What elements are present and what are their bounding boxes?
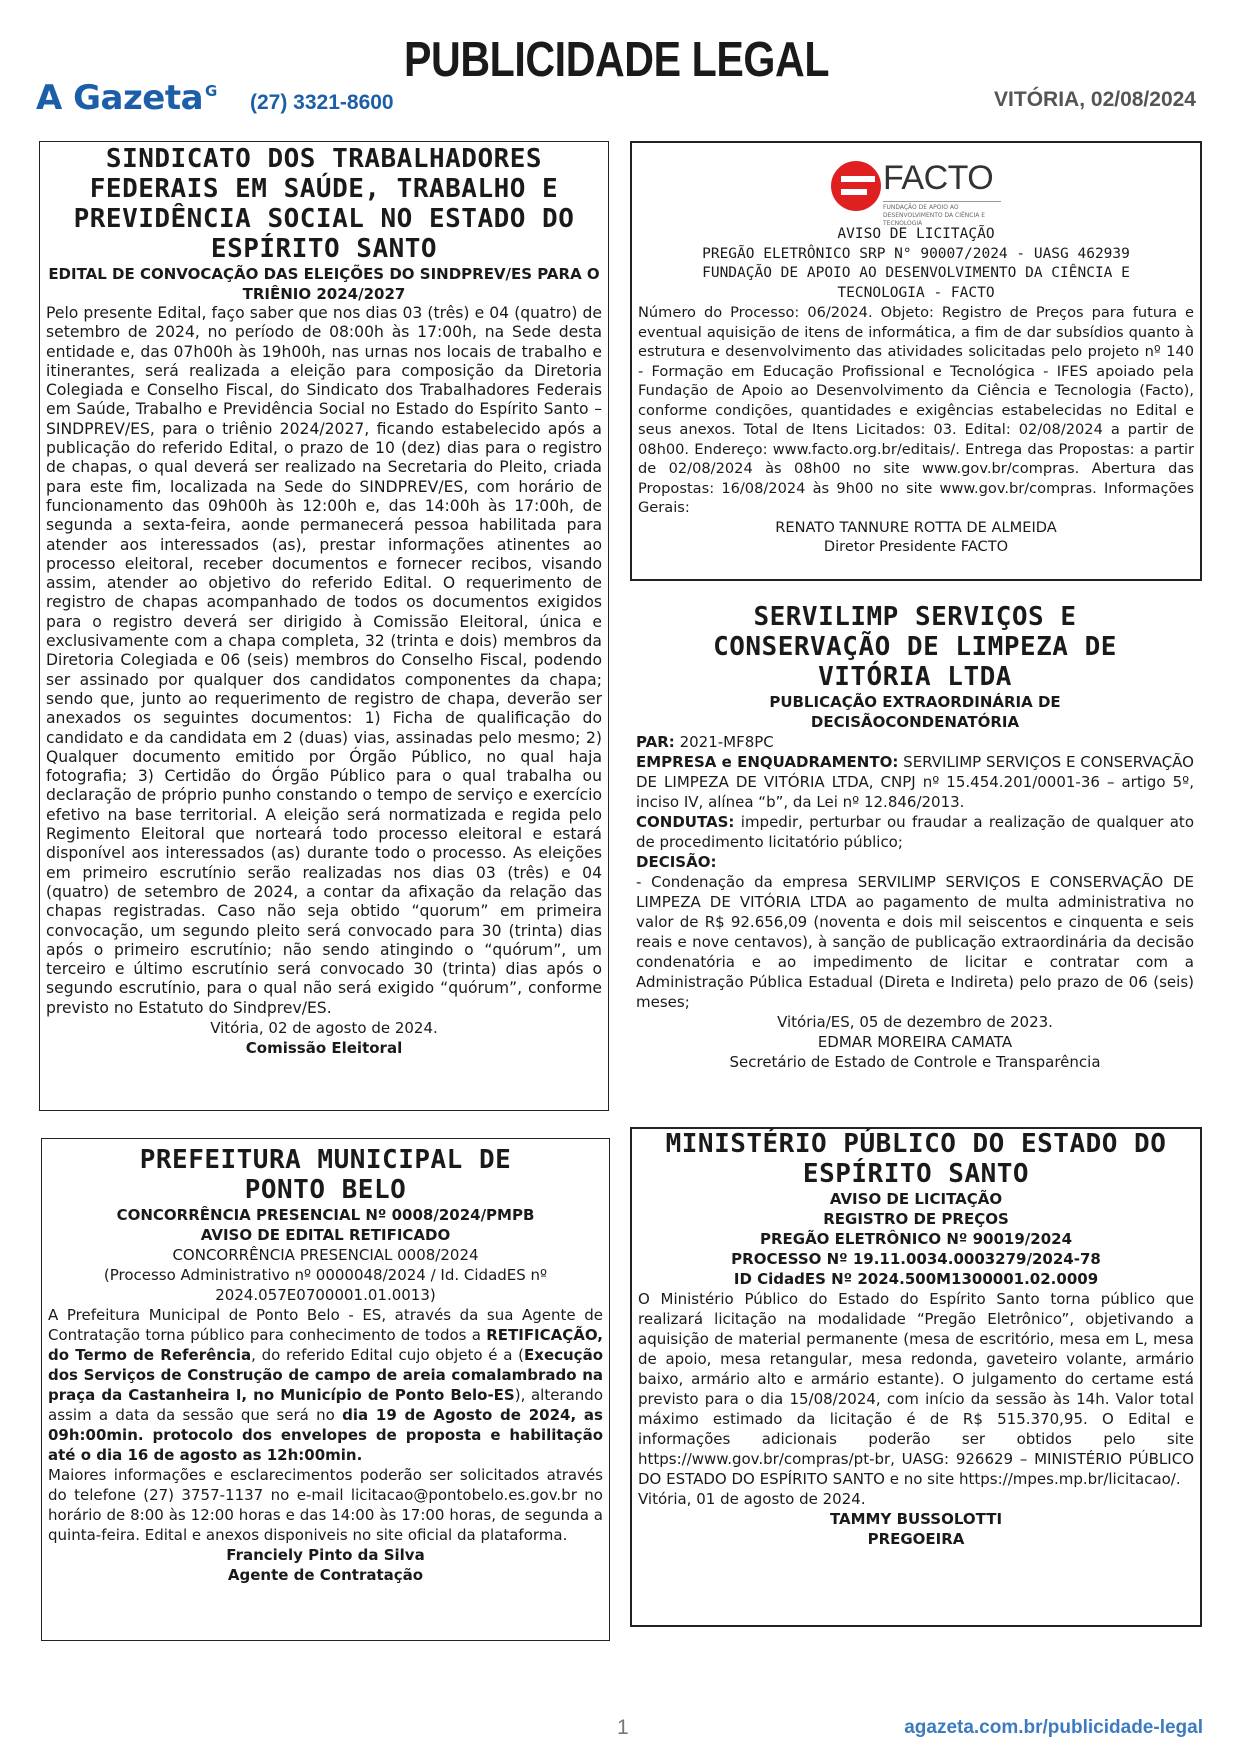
servilimp-empresa <box>636 752 1194 812</box>
page-number: 1 <box>617 1716 629 1739</box>
notice-title: SINDICATO DOS TRABALHADORES FEDERAIS EM SAÚDE, TRABALHO E PREVIDÊNCIA SOCIAL NO ESTADO DO ESPÍRITO SANTO <box>73 144 575 264</box>
notice-subtitle: EDITAL DE CONVOCAÇÃO DAS ELEIÇÕES DO SINDPREV/ES PARA O TRIÊNIO 2024/2027 <box>48 265 600 303</box>
notice-subtitle: AVISO DE EDITAL RETIFICADO <box>200 1226 451 1244</box>
gazeta-logo <box>36 78 217 118</box>
notice-title: MINISTÉRIO PÚBLICO DO ESTADO DO ESPÍRITO SANTO <box>665 1129 1167 1189</box>
gazeta-logo-text: A Gazeta <box>36 78 204 118</box>
pontobelo-text: A Prefeitura Municipal de Ponto Belo - ES, através da sua Agente de Contratação torna público para conhecimento de todos a <box>48 1306 603 1344</box>
pontobelo-ref: CONCORRÊNCIA PRESENCIAL 0008/2024 <box>172 1246 479 1264</box>
facto-body: Número do Processo: 06/2024. Objeto: Registro de Preços para futura e eventual aquisição de itens de informática, a fim de dar subsídios quanto à estrutura e desenvolvimento das atividades solicitadas pelo projeto nº 140 - Formação em Educação Profissional e Tecnológica - IFES apoiado pela Fundação de Apoio ao Desenvolvimento da Ciência e Tecnologia (Facto), conforme condições, quantidades e exigências estabelecidas no Edital e seus anexos. Total de Itens Licitados: 03. Edital: 02/08/2024 a partir de 08h00. Endereço: www.facto.org.br/editais/. Entrega das Propostas: a partir de 02/08/2024 às 08h00 no site www.gov.br/compras. Abertura das Propostas: 16/08/2024 às 9h00 no site www.gov.br/compras. Informações Gerais: <box>638 304 1194 516</box>
facto-header-line: AVISO DE LICITAÇÃO <box>837 226 995 242</box>
servilimp-condutas-label: CONDUTAS: <box>636 813 735 831</box>
facto-logo-tagline: FUNDAÇÃO DE APOIO AO DESENVOLVIMENTO DA CIÊNCIA E TECNOLOGIA <box>883 201 1001 228</box>
notice-signature: Comissão Eleitoral <box>245 1038 403 1057</box>
page-title: PUBLICIDADE LEGAL <box>404 33 830 87</box>
pontobelo-text: dia 19 de Agosto de 2024, as 09h:00min. protocolo dos envelopes de proposta e habilitação até o dia 16 de agosto as 12h:00min. <box>48 1406 603 1464</box>
servilimp-condutas <box>636 812 1194 852</box>
gazeta-logo-mark: G <box>205 82 217 100</box>
servilimp-empresa-value: SERVILIMP SERVIÇOS E CONSERVAÇÃO DE LIMPEZA DE VITÓRIA LTDA, CNPJ nº 15.454.201/0001-36 – artigo 5º, inciso IV, alínea “b”, da Lei nº 12.846/2013. <box>636 753 1194 811</box>
pontobelo-info: Maiores informações e esclarecimentos poderão ser solicitados através do telefone (27) 3757-1137 no e-mail licitacao@pontobelo.es.gov.br no horário de 8:00 às 12:00 horas e das 14:00 às 17:00 horas, de segunda a quinta-feira. Edital e anexos disponiveis no site oficial da plataforma. <box>48 1466 603 1544</box>
facto-logo-word: FACTO <box>883 159 994 197</box>
notice-facto <box>630 141 1202 581</box>
pontobelo-signer-role: Agente de Contratação <box>227 1566 424 1584</box>
pontobelo-text: ), alterando assim a data da sessão que será no <box>48 1386 603 1424</box>
facto-signer: RENATO TANNURE ROTTA DE ALMEIDA <box>775 518 1057 536</box>
header-date: VITÓRIA, 02/08/2024 <box>994 88 1196 111</box>
mp-body: O Ministério Público do Estado do Espírito Santo torna público que realizará licitação na modalidade “Pregão Eletrônico”, objetivando a aquisição de material permanente (mesa de escritório, mesa em L, mesa de apoio, mesa retangular, mesa redonda, gaveteiro volante, armário baixo, armário alto e armário estante). O julgamento do certame está previsto para o dia 15/08/2024, com início da sessão às 14h. Valor total máximo estimado da licitação é de R$ 515.370,95. O Edital e informações adicionais poderão ser obtidos pelo site https://www.gov.br/compras/pt-br, UASG: 926629 – MINISTÉRIO PÚBLICO DO ESTADO DO ESPÍRITO SANTO e no site https://mpes.mp.br/licitacao/. <box>638 1290 1194 1488</box>
mp-place-date: Vitória, 01 de agosto de 2024. <box>638 1490 866 1508</box>
servilimp-par <box>636 732 1194 752</box>
footer-site-link[interactable]: agazeta.com.br/publicidade-legal <box>904 1717 1203 1738</box>
notice-subtitle: PROCESSO Nº 19.11.0034.0003279/2024-78 <box>731 1250 1101 1268</box>
pontobelo-signer: Franciely Pinto da Silva <box>226 1546 425 1564</box>
pontobelo-text: , do referido Edital cujo objeto é a ( <box>251 1346 525 1364</box>
notice-servilimp <box>630 602 1200 1105</box>
notice-body: Pelo presente Edital, faço saber que nos dias 03 (três) e 04 (quatro) de setembro de 2024, no período de 08:00h às 17:00h, na Sede desta entidade e, das 07h00h às 19h00h, nas urnas nos locais de trabalho e itinerantes, será realizada a eleição para composição da Diretoria Colegiada e Conselho Fiscal, do Sindicato dos Trabalhadores Federais em Saúde, Trabalho e Previdência Social no Estado do Espírito Santo – SINDPREV/ES, para o triênio 2024/2027, ficando estabelecido após a publicação do referido Edital, o prazo de 10 (dez) dias para o registro de chapas, o qual deverá ser realizado na Secretaria do Pleito, criada para este fim, localizada na Sede do SINDPREV/ES, com horário de funcionamento das 09h00h às 12:00h e, das 14:00h às 17:00h, de segunda a sexta-feira, aonde permanecerá pessoa habilitada para atender aos interessados (as), prestar informações atinentes ao processo eleitoral, receber documentos e fornecer recibos, visando assim, atender ao objetivo do referido Edital. O requerimento de registro de chapas acompanhado de todos os documentos exigidos para o registro deverá ser dirigido à Comissão Eleitoral, única e exclusivamente com a chapa completa, 32 (trinta e dois) membros da Diretoria Colegiada e 06 (seis) membros do Conselho Fiscal, podendo ser assinado por qualquer dos candidatos componentes da chapa; sendo que, junto ao requerimento de registro de chapa, deverão ser anexados os seguintes documentos: 1) Ficha de qualificação do candidato e da candidata em 2 (duas) vias, assinadas pelo mesmo; 2) Qualquer documento emitido por Órgão Público, no qual haja fotografia; 3) Certidão do Órgão Público para o qual trabalha ou declaração de próprio punho constando o tempo de serviço e exercício efetivo na base territorial. A eleição será normatizada e regida pelo Regimento Eleitoral que norteará todo processo eleitoral e estará disponível aos interessados (as) durante todo o processo. As eleições em primeiro escrutínio serão realizadas nos dias 03 (três) e 04 (quatro) de setembro de 2024, a contar da afixação da relação das chapas registradas. Caso não seja obtido “quorum” em primeira convocação, um segundo pleito será convocado para 30 (trinta) dias após o primeiro escrutínio; não sendo atingindo o “quórum”, um terceiro e último escrutínio será convocado 30 (trinta) dias após o segundo escrutínio, para o qual não será exigido “quórum”, conforme previsto no Estatuto do Sindprev/ES. <box>46 304 602 1017</box>
pontobelo-text: Execução dos Serviços de Construção de campo de areia comalambrado na praça da Castanheira I, no Município de Ponto Belo-ES <box>48 1346 603 1404</box>
facto-signer-role: Diretor Presidente FACTO <box>823 538 1009 555</box>
servilimp-par-value: 2021-MF8PC <box>679 733 774 751</box>
facto-logo <box>831 157 1001 227</box>
servilimp-par-label: PAR: <box>636 733 675 751</box>
notice-pontobelo <box>41 1138 610 1641</box>
mp-signer: TAMMY BUSSOLOTTI <box>829 1510 1003 1528</box>
pontobelo-ref: (Processo Administrativo nº 0000048/2024 / Id. CidadES nº 2024.057E0700001.01.0013) <box>103 1266 548 1304</box>
pontobelo-text: RETIFICAÇÃO, do Termo de Referência <box>48 1326 603 1364</box>
mp-signer-role: PREGOEIRA <box>867 1530 965 1548</box>
notice-subtitle: AVISO DE LICITAÇÃO <box>829 1190 1003 1208</box>
pontobelo-paragraph <box>48 1305 603 1465</box>
notice-subtitle: CONCORRÊNCIA PRESENCIAL Nº 0008/2024/PMPB <box>116 1206 535 1224</box>
header-phone: (27) 3321-8600 <box>250 91 394 114</box>
notice-subtitle: PREGÃO ELETRÔNICO Nº 90019/2024 <box>759 1230 1073 1248</box>
facto-emblem-icon <box>831 161 881 211</box>
notice-title: SERVILIMP SERVIÇOS E CONSERVAÇÃO DE LIMPEZA DE VITÓRIA LTDA <box>713 602 1117 692</box>
facto-header-line: TECNOLOGIA - FACTO <box>837 284 995 301</box>
notice-place-date: Vitória, 02 de agosto de 2024. <box>210 1018 438 1037</box>
servilimp-place-date: Vitória/ES, 05 de dezembro de 2023. <box>777 1013 1053 1031</box>
notice-sindicato <box>39 141 609 1111</box>
notice-title: PREFEITURA MUNICIPAL DE PONTO BELO <box>139 1145 512 1205</box>
servilimp-condutas-value: impedir, perturbar ou fraudar a realização de qualquer ato de procedimento licitatório público; <box>636 813 1194 851</box>
facto-header-line: PREGÃO ELETRÔNICO SRP N° 90007/2024 - UASG 462939 <box>702 245 1130 262</box>
servilimp-decisao-value: - Condenação da empresa SERVILIMP SERVIÇOS E CONSERVAÇÃO DE LIMPEZA DE VITÓRIA LTDA ao pagamento de multa administrativa no valor de R$ 92.656,09 (noventa e dois mil seiscentos e cinquenta e seis reais e nove centavos), à sanção de publicação extraordinária da decisão condenatória e ao impedimento de licitar e contratar com a Administração Pública Estadual (Direta e Indireta) pelo prazo de 06 (seis) meses; <box>636 873 1194 1011</box>
notice-subtitle: REGISTRO DE PREÇOS <box>823 1210 1009 1228</box>
notice-subtitle: ID CidadES Nº 2024.500M1300001.02.0009 <box>733 1270 1099 1288</box>
servilimp-signer: EDMAR MOREIRA CAMATA <box>817 1033 1013 1051</box>
servilimp-decisao-label: DECISÃO: <box>636 853 717 871</box>
servilimp-empresa-label: EMPRESA e ENQUADRAMENTO: <box>636 753 899 771</box>
servilimp-signer-role: Secretário de Estado de Controle e Transparência <box>729 1053 1101 1071</box>
notice-ministerio-publico <box>630 1127 1202 1627</box>
facto-header-line: FUNDAÇÃO DE APOIO AO DESENVOLVIMENTO DA CIÊNCIA E <box>702 265 1130 281</box>
notice-subtitle: PUBLICAÇÃO EXTRAORDINÁRIA DE DECISÃOCONDENATÓRIA <box>769 693 1061 731</box>
